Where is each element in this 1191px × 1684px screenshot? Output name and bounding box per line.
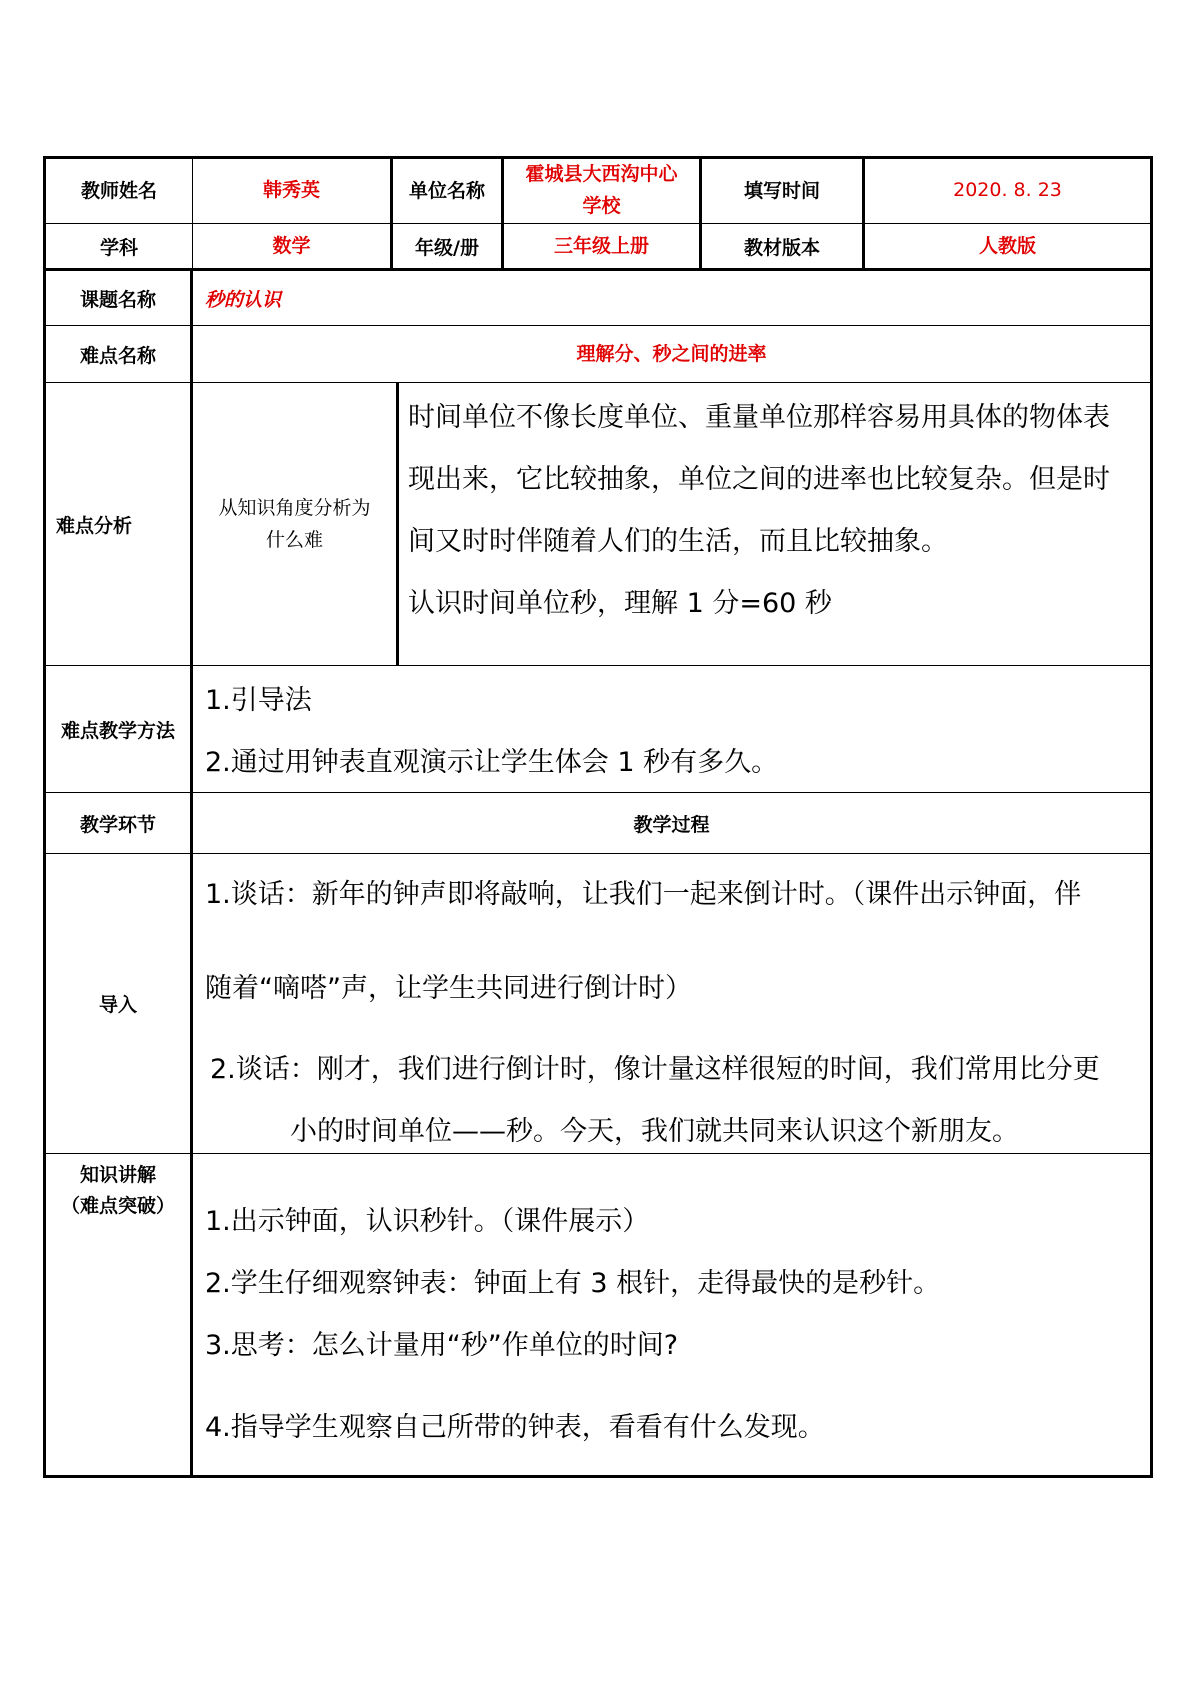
topic-value: 秒的认识 xyxy=(193,271,1153,326)
edition-value: 人教版 xyxy=(865,224,1153,271)
analysis-line: 现出来，它比较抽象，单位之间的进率也比较复杂。但是时 xyxy=(408,464,1110,495)
stage-header: 教学环节 xyxy=(43,793,193,854)
knowledge-line: 4.指导学生观察自己所带的钟表，看看有什么发现。 xyxy=(205,1412,825,1443)
intro-label: 导入 xyxy=(43,854,193,1154)
date-value: 2020. 8. 23 xyxy=(865,156,1153,224)
analysis-sub-label-line2: 什么难 xyxy=(265,529,323,551)
subject-label: 学科 xyxy=(43,224,193,271)
grade-value: 三年级上册 xyxy=(504,224,702,271)
method-content xyxy=(193,666,1153,793)
analysis-sub-label xyxy=(193,383,399,666)
process-header: 教学过程 xyxy=(193,793,1153,854)
teacher-value: 韩秀英 xyxy=(193,156,393,224)
analysis-label: 难点分析 xyxy=(43,383,193,666)
method-label: 难点教学方法 xyxy=(43,666,193,793)
analysis-line: 间又时时伴随着人们的生活，而且比较抽象。 xyxy=(408,526,948,557)
knowledge-line: 2.学生仔细观察钟表：钟面上有 3 根针，走得最快的是秒针。 xyxy=(205,1268,941,1299)
difficulty-label: 难点名称 xyxy=(43,326,193,383)
analysis-content xyxy=(399,383,1153,666)
subject-value: 数学 xyxy=(193,224,393,271)
grade-label: 年级/册 xyxy=(393,224,504,271)
knowledge-line: 3.思考：怎么计量用“秒”作单位的时间? xyxy=(205,1330,679,1361)
teacher-label: 教师姓名 xyxy=(43,156,193,224)
date-label: 填写时间 xyxy=(702,156,865,224)
analysis-line: 认识时间单位秒，理解 1 分=60 秒 xyxy=(408,588,832,619)
knowledge-label-line1: 知识讲解 xyxy=(79,1164,156,1186)
unit-label: 单位名称 xyxy=(393,156,504,224)
analysis-line: 时间单位不像长度单位、重量单位那样容易用具体的物体表 xyxy=(408,402,1110,433)
unit-value xyxy=(504,156,702,224)
intro-line: 2.谈话：刚才，我们进行倒计时，像计量这样很短的时间，我们常用比分更 xyxy=(210,1054,1100,1085)
knowledge-line: 1.出示钟面，认识秒针。（课件展示） xyxy=(205,1206,650,1237)
method-line: 1.引导法 xyxy=(205,685,312,716)
analysis-sub-label-line1: 从知识角度分析为 xyxy=(218,497,371,519)
unit-value-line1: 霍城县大西沟中心 xyxy=(525,162,678,185)
unit-value-line2: 学校 xyxy=(582,194,621,217)
topic-label: 课题名称 xyxy=(43,271,193,326)
edition-label: 教材版本 xyxy=(702,224,865,271)
intro-line: 随着“嘀嗒”声，让学生共同进行倒计时） xyxy=(205,973,692,1004)
knowledge-label xyxy=(43,1154,193,1478)
intro-line: 1.谈话：新年的钟声即将敲响，让我们一起来倒计时。（课件出示钟面，伴 xyxy=(205,879,1082,910)
knowledge-content xyxy=(193,1154,1153,1478)
method-line: 2.通过用钟表直观演示让学生体会 1 秒有多久。 xyxy=(205,747,779,778)
knowledge-label-line2: （难点突破） xyxy=(60,1195,175,1217)
difficulty-value: 理解分、秒之间的进率 xyxy=(193,326,1153,383)
intro-line: 小的时间单位——秒。今天，我们就共同来认识这个新朋友。 xyxy=(290,1116,1019,1147)
intro-content xyxy=(193,854,1153,1154)
